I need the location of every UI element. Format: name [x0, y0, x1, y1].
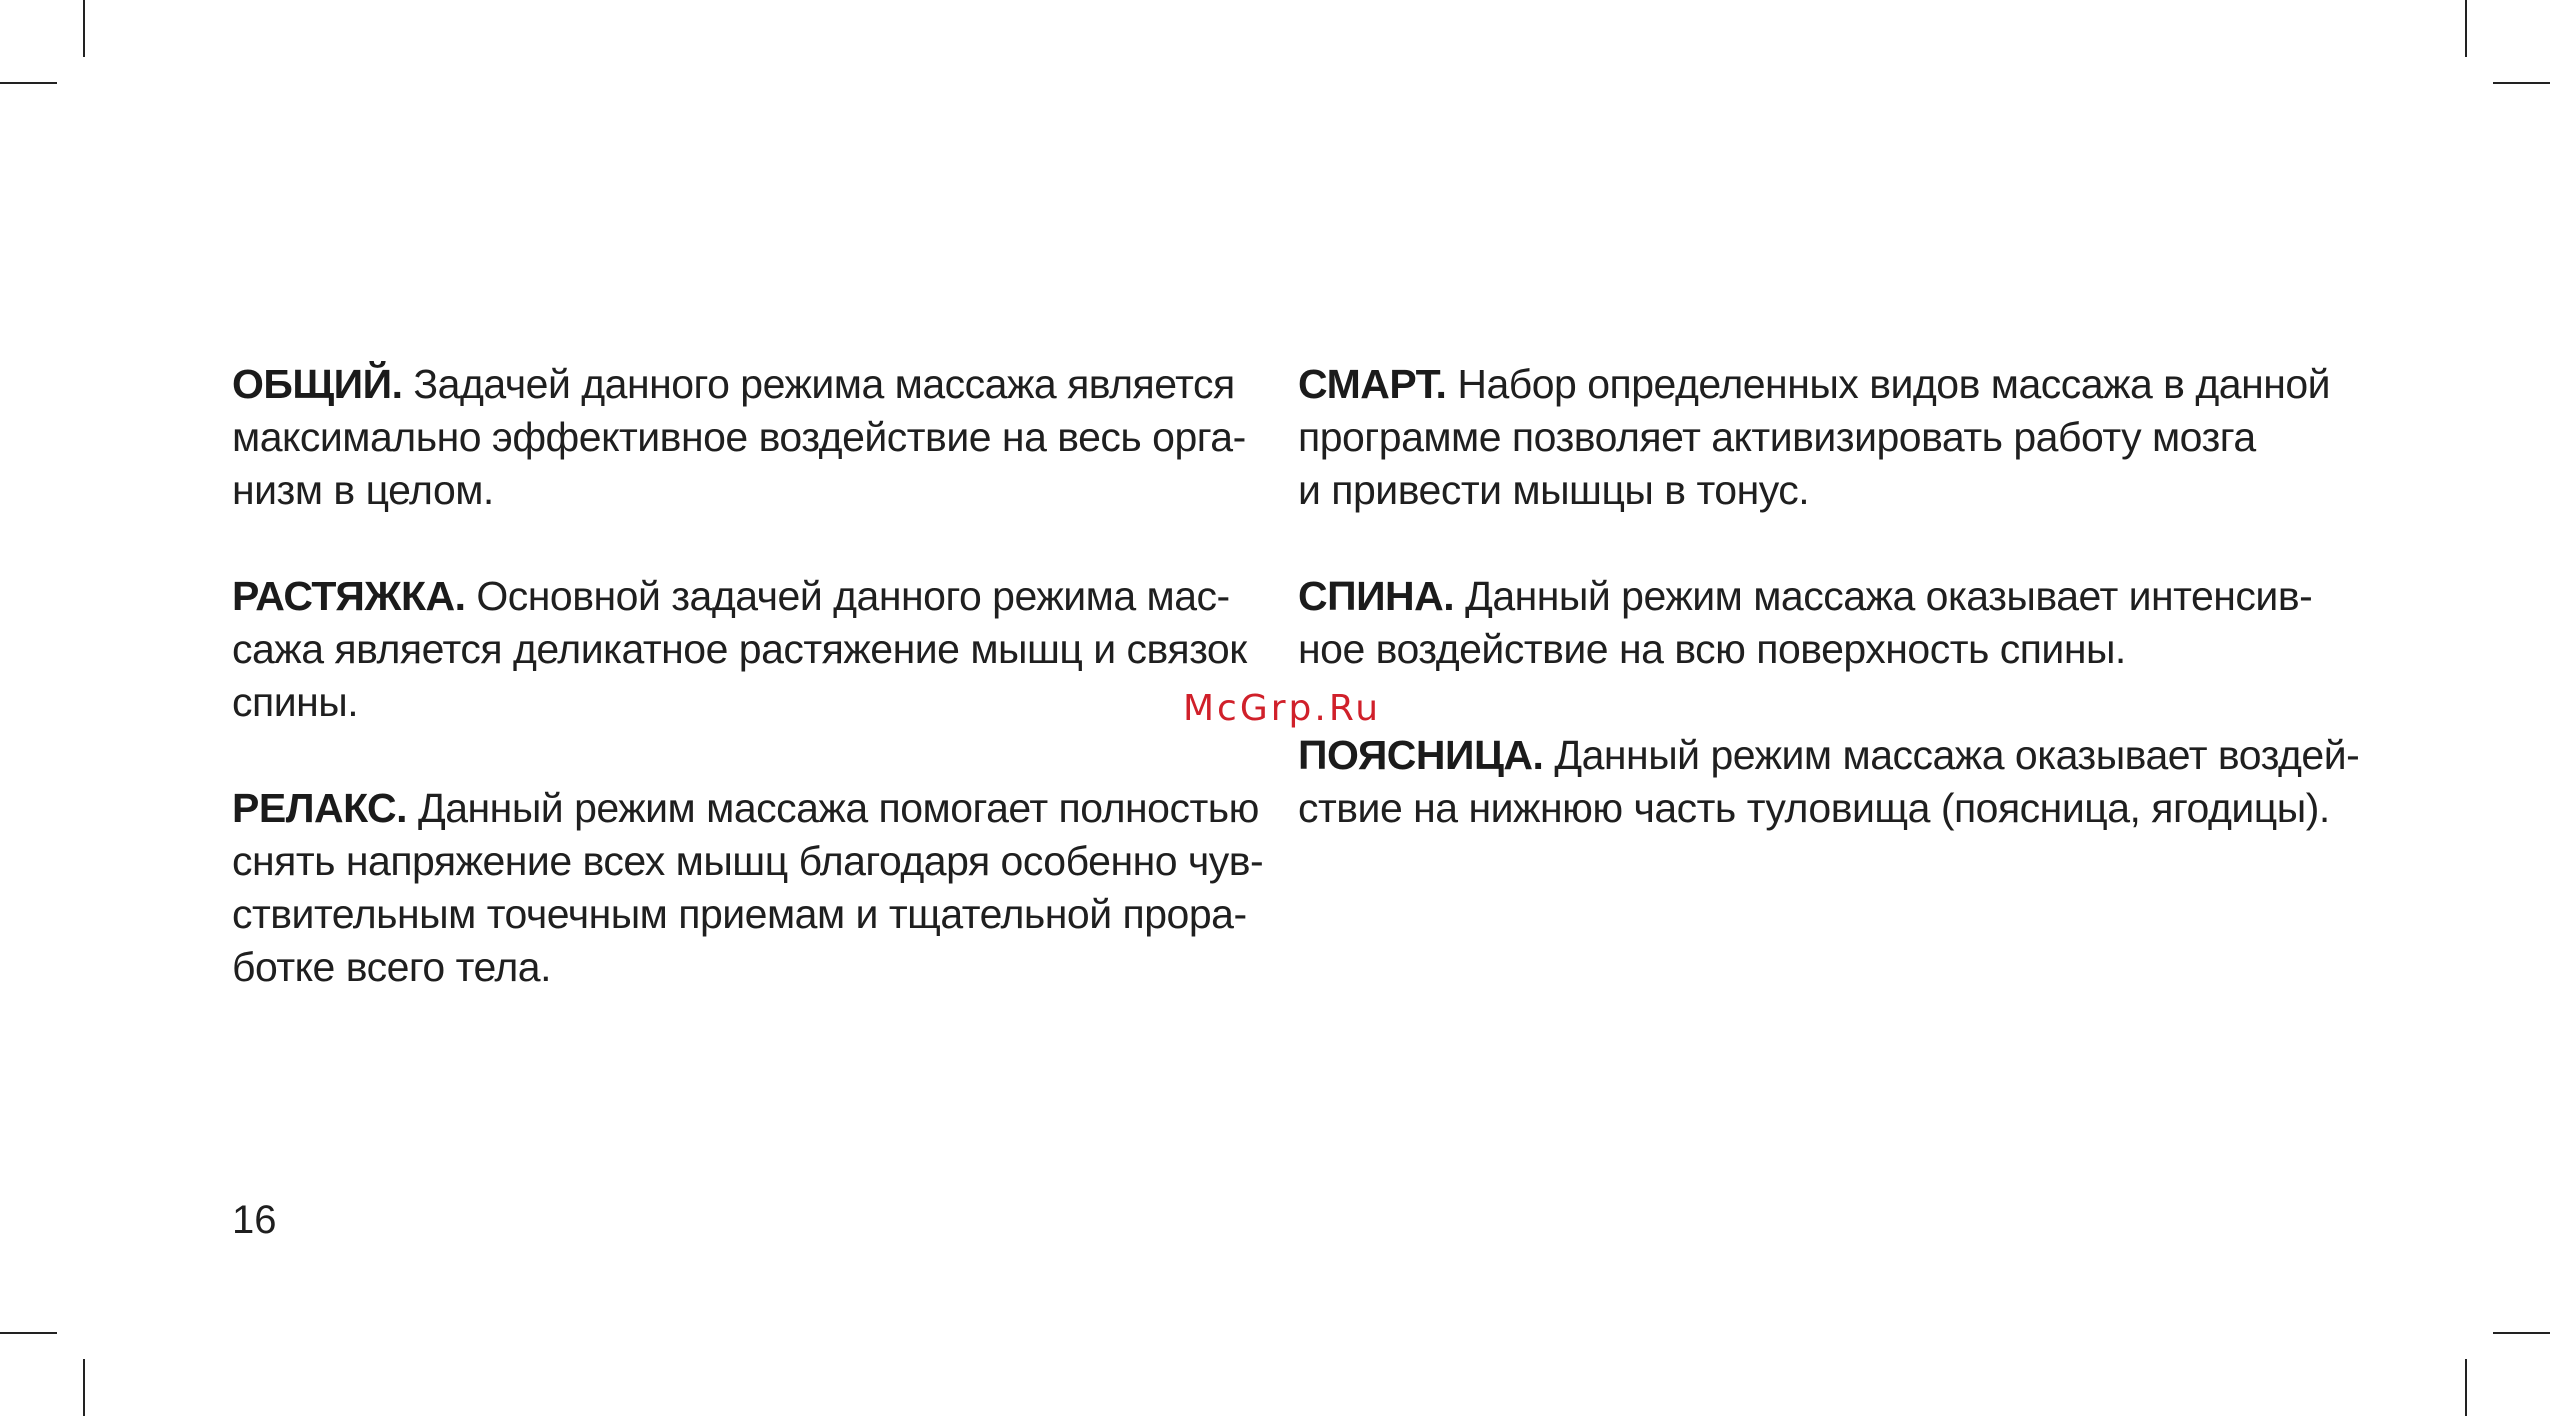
entry-title: СПИНА. — [1298, 573, 1455, 619]
entry-smart — [1298, 358, 2348, 517]
left-column — [232, 358, 1264, 1047]
entry-first-line — [1298, 358, 2348, 411]
crop-mark-bottom-left-horizontal — [0, 1332, 57, 1334]
entry-back — [1298, 570, 2348, 676]
entry-text-line: ботке всего тела. — [232, 944, 551, 990]
entry-first-line — [232, 358, 1235, 411]
entry-text-line: Данный режим массажа помогает полностью — [417, 785, 1259, 831]
entry-title: РЕЛАКС. — [232, 785, 408, 831]
crop-mark-top-left-vertical — [83, 0, 85, 57]
right-column — [1298, 358, 2360, 888]
page-number: 16 — [232, 1198, 277, 1242]
entry-title: ОБЩИЙ. — [232, 361, 403, 407]
entry-text-line: Основной задачей данного режима мас- — [476, 573, 1230, 619]
entry-first-line — [1298, 729, 2360, 782]
entry-text-line: ное воздействие на всю поверхность спины. — [1298, 626, 2126, 672]
entry-title: РАСТЯЖКА. — [232, 573, 466, 619]
entry-text-line: программе позволяет активизировать работу мозга — [1298, 414, 2256, 460]
entry-text-line: ствие на нижнюю часть туловища (поясница, ягодицы). — [1298, 785, 2330, 831]
entry-text-line: низм в целом. — [232, 467, 494, 513]
entry-text-line: ствительным точечным приемам и тщательной прора- — [232, 891, 1247, 937]
entry-text-line: Задачей данного режима массажа является — [413, 361, 1235, 407]
entry-text-line: Данный режим массажа оказывает воздей- — [1554, 732, 2360, 778]
crop-mark-top-right-horizontal — [2493, 82, 2550, 84]
entry-title: ПОЯСНИЦА. — [1298, 732, 1544, 778]
watermark: McGrp.Ru — [1183, 688, 1382, 729]
entry-text-line: Набор определенных видов массажа в данной — [1457, 361, 2331, 407]
crop-mark-bottom-left-vertical — [83, 1359, 85, 1416]
crop-mark-bottom-right-horizontal — [2493, 1332, 2550, 1334]
crop-mark-bottom-right-vertical — [2465, 1359, 2467, 1416]
entry-relax — [232, 782, 1264, 994]
entry-text-line: снять напряжение всех мышц благодаря особенно чув- — [232, 838, 1264, 884]
entry-first-line — [232, 782, 1259, 835]
entry-text-line: сажа является деликатное растяжение мышц и связок — [232, 626, 1247, 672]
entry-first-line — [232, 570, 1232, 623]
entry-general — [232, 358, 1246, 517]
crop-mark-top-left-horizontal — [0, 82, 57, 84]
entry-text-line: и привести мышцы в тонус. — [1298, 467, 1810, 513]
entry-lower-back — [1298, 729, 2360, 835]
entry-stretch — [232, 570, 1247, 729]
crop-mark-top-right-vertical — [2465, 0, 2467, 57]
entry-text-line: спины. — [232, 679, 359, 725]
entry-first-line — [1298, 570, 2348, 623]
entry-text-line: Данный режим массажа оказывает интенсив- — [1465, 573, 2313, 619]
entry-text-line: максимально эффективное воздействие на весь орга- — [232, 414, 1246, 460]
entry-title: СМАРТ. — [1298, 361, 1447, 407]
